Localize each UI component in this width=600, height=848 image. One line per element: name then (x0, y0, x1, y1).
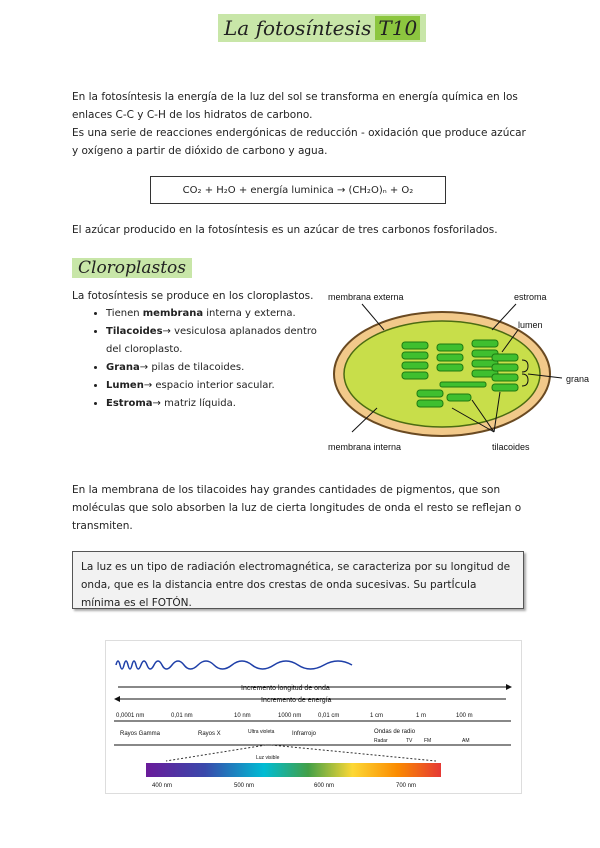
svg-text:Radar: Radar (374, 738, 388, 744)
svg-text:1 m: 1 m (416, 713, 427, 719)
pigments-text: En la membrana de los tilacoides hay grandes cantidades de pigmentos, que son moléculas que solo absorben la luz de cierta longitudes de onda el resto se reflejan o transmiten. (72, 484, 522, 532)
list-item: • Tilacoides→ vesiculosa aplanados dentro del cloroplasto. (106, 323, 322, 359)
arrow-energy-label: Incremento de energía (261, 697, 332, 704)
svg-text:100 m: 100 m (456, 713, 473, 719)
chloro-intro: La fotosíntesis se produce en los cloroplastos. (72, 290, 314, 302)
label-membrana-interna: membrana interna (328, 442, 402, 452)
svg-text:0,01 nm: 0,01 nm (171, 713, 193, 719)
photon-note-text: La luz es un tipo de radiación electromagnética, se caracteriza por su longitud de onda, que es la distancia entre dos crestas de onda sucesivas. Su partÍcula mínima es el FOTÓN. (81, 561, 511, 609)
intro-block (72, 88, 528, 160)
svg-text:1000 nm: 1000 nm (278, 713, 302, 719)
svg-text:1 cm: 1 cm (370, 713, 384, 719)
svg-text:500 nm: 500 nm (234, 783, 255, 789)
page-title (218, 14, 426, 44)
sugar-note (72, 221, 532, 239)
svg-text:AM: AM (462, 738, 470, 744)
svg-text:Ondas de radio: Ondas de radio (374, 729, 416, 735)
svg-text:Rayos X: Rayos X (198, 731, 221, 737)
svg-text:Rayos Gamma: Rayos Gamma (120, 731, 161, 737)
label-membrana-externa: membrana externa (328, 292, 404, 302)
label-grana: grana (566, 374, 590, 384)
svg-text:Infrarrojo: Infrarrojo (292, 731, 317, 737)
list-item: • Estroma→ matriz líquida. (106, 395, 322, 413)
intro-paragraph-2: Es una serie de reacciones endergónicas de reducción - oxidación que produce azúcar y oxígeno a partir de dióxido de carbono y agua. (72, 127, 526, 157)
intro-paragraph-1: En la fotosíntesis la energía de la luz del sol se transforma en energía química en los enlaces C-C y C-H de los hidratos de carbono. (72, 91, 518, 121)
svg-text:700 nm: 700 nm (396, 783, 417, 789)
label-tilacoides: tilacoides (492, 442, 530, 452)
visible-light-label: Luz visible (256, 755, 280, 761)
chloroplast-diagram (322, 282, 600, 460)
svg-text:Ultra violeta: Ultra violeta (248, 729, 275, 735)
chloroplast-text (72, 287, 322, 413)
svg-text:600 nm: 600 nm (314, 783, 335, 789)
list-item: • Tienen membrana interna y externa. (106, 305, 322, 323)
svg-text:TV: TV (406, 738, 413, 744)
list-item: • Grana→ pilas de tilacoides. (106, 359, 322, 377)
sugar-note-text: El azúcar producido en la fotosíntesis es un azúcar de tres carbonos fosforilados. (72, 224, 498, 236)
svg-text:10 nm: 10 nm (234, 713, 251, 719)
equation-text: CO₂ + H₂O + energía luminica → (CH₂O)ₙ + O₂ (182, 184, 414, 196)
arrow-wavelength-label: Incremento longitud de onda (241, 685, 330, 692)
label-lumen: lumen (518, 320, 543, 330)
svg-text:FM: FM (424, 738, 432, 744)
visible-spectrum-bar (146, 763, 441, 777)
label-estroma: estroma (514, 292, 547, 302)
svg-text:400 nm: 400 nm (152, 783, 173, 789)
title-text: La fotosíntesis (224, 16, 372, 40)
em-spectrum-figure (105, 640, 522, 794)
pigments-paragraph (72, 481, 530, 535)
chloro-bullets (72, 305, 322, 413)
svg-text:0,0001 nm: 0,0001 nm (116, 713, 145, 719)
section-title-cloroplastos: Cloroplastos (72, 258, 192, 278)
title-tag: T10 (375, 16, 420, 40)
svg-text:0,01 cm: 0,01 cm (318, 713, 340, 719)
equation-box (150, 176, 446, 204)
list-item: • Lumen→ espacio interior sacular. (106, 377, 322, 395)
photon-note-box (72, 551, 524, 609)
